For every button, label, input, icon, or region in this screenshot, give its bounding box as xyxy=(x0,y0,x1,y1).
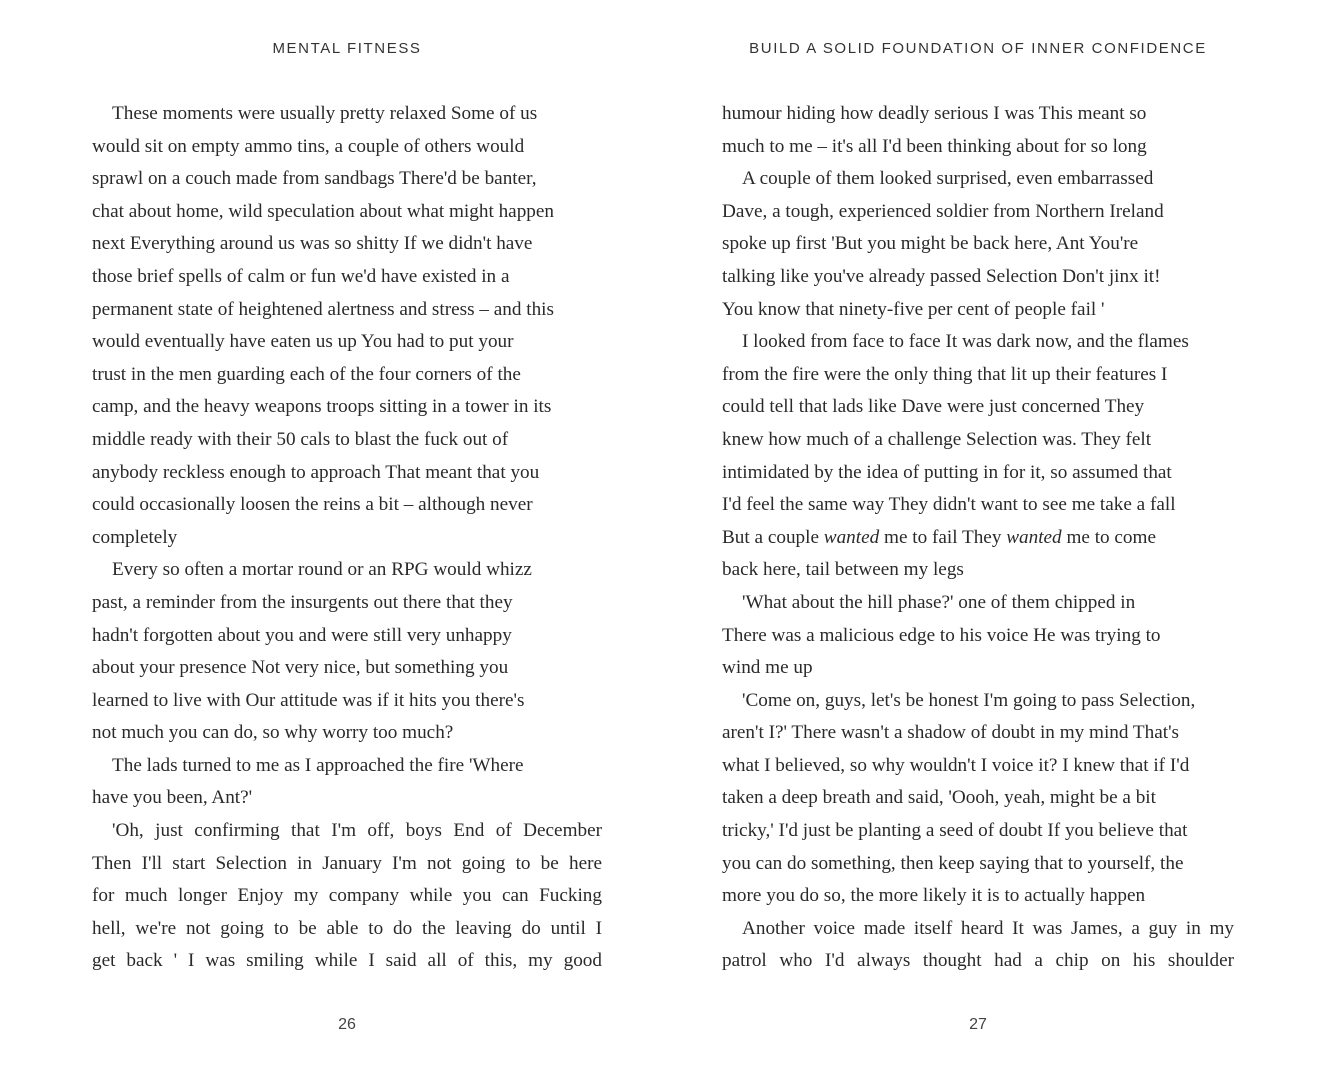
text-line: humour hiding how deadly serious I was This meant so xyxy=(722,103,1147,124)
text-line: you can do something, then keep saying that to yourself, the xyxy=(722,852,1184,874)
emphasis: wanted xyxy=(1006,526,1062,548)
text-line: 'Come on, guys, let's be honest I'm going to pass Selection, xyxy=(742,689,1196,711)
paragraph xyxy=(92,815,602,978)
text-line-segment: me to come xyxy=(1061,526,1156,548)
text-line: could occasionally loosen the reins a bit – although never xyxy=(92,494,533,516)
text-line: Every so often a mortar round or an RPG would whizz xyxy=(112,559,532,581)
text-line: A couple of them looked surprised, even embarrassed xyxy=(742,168,1154,190)
text-line: trust in the men guarding each of the four corners of the xyxy=(92,363,521,385)
text-line: more you do so, the more likely it is to actually happen xyxy=(722,885,1146,907)
text-line: anybody reckless enough to approach That meant that you xyxy=(92,461,540,483)
text-line: hadn't forgotten about you and were still very unhappy xyxy=(92,624,512,646)
text-line: past, a reminder from the insurgents out there that they xyxy=(92,591,513,613)
text-line: from the fire were the only thing that lit up their features I xyxy=(722,363,1168,385)
paragraph xyxy=(92,98,602,554)
text-line: I looked from face to face It was dark now, and the flames xyxy=(742,331,1189,353)
text-line: chat about home, wild speculation about what might happen xyxy=(92,200,554,222)
paragraph xyxy=(722,326,1234,587)
text-line: talking like you've already passed Selection Don't jinx it! xyxy=(722,265,1161,287)
left-page xyxy=(92,0,602,1080)
paragraph xyxy=(722,587,1234,685)
paragraph xyxy=(722,163,1234,326)
text-line: Then I'll start Selection in January I'm not going to be here xyxy=(92,852,602,874)
text-line-segment: me to fail They xyxy=(879,526,1007,548)
page-number: 27 xyxy=(969,1016,987,1033)
text-line: You know that ninety-five per cent of people fail ' xyxy=(722,298,1105,320)
text-line: have you been, Ant?' xyxy=(92,787,253,809)
text-line: what I believed, so why wouldn't I voice it? I knew that if I'd xyxy=(722,754,1190,776)
text-line: could tell that lads like Dave were just concerned They xyxy=(722,396,1145,418)
text-line: knew how much of a challenge Selection was. They felt xyxy=(722,428,1152,450)
text-line: The lads turned to me as I approached the fire 'Where xyxy=(112,754,524,776)
text-line: get back ' I was smiling while I said all of this, my good xyxy=(92,950,602,972)
text-line: permanent state of heightened alertness and stress – and this xyxy=(92,298,554,320)
text-line: completely xyxy=(92,526,178,548)
text-line: would sit on empty ammo tins, a couple of others would xyxy=(92,135,525,157)
running-head: MENTAL FITNESS xyxy=(272,40,422,57)
text-line: There was a malicious edge to his voice He was trying to xyxy=(722,624,1161,646)
text-line: patrol who I'd always thought had a chip on his shoulder xyxy=(722,950,1234,972)
running-head: BUILD A SOLID FOUNDATION OF INNER CONFIDENCE xyxy=(749,40,1207,57)
text-line: sprawl on a couch made from sandbags There'd be banter, xyxy=(92,168,537,190)
body-text xyxy=(722,98,1234,978)
text-line: 'Oh, just confirming that I'm off, boys End of December xyxy=(112,820,602,842)
text-line: next Everything around us was so shitty If we didn't have xyxy=(92,233,533,255)
paragraph xyxy=(722,98,1234,163)
text-line: wind me up xyxy=(722,657,813,679)
text-line: not much you can do, so why worry too much? xyxy=(92,722,454,744)
text-line: about your presence Not very nice, but something you xyxy=(92,657,509,679)
text-line: aren't I?' There wasn't a shadow of doubt in my mind That's xyxy=(722,722,1179,744)
text-line: spoke up first 'But you might be back here, Ant You're xyxy=(722,233,1139,255)
text-line: much to me – it's all I'd been thinking about for so long xyxy=(722,135,1147,157)
paragraph xyxy=(92,750,602,815)
text-line: Another voice made itself heard It was James, a guy in my xyxy=(742,917,1234,939)
text-line: would eventually have eaten us up You had to put your xyxy=(92,331,514,353)
page-number: 26 xyxy=(338,1016,356,1033)
text-line: back here, tail between my legs xyxy=(722,559,964,581)
text-line: tricky,' I'd just be planting a seed of doubt If you believe that xyxy=(722,820,1188,842)
text-line: 'What about the hill phase?' one of them chipped in xyxy=(742,591,1136,613)
text-line: learned to live with Our attitude was if it hits you there's xyxy=(92,689,525,711)
text-line: I'd feel the same way They didn't want to see me take a fall xyxy=(722,494,1176,516)
text-line: camp, and the heavy weapons troops sitting in a tower in its xyxy=(92,396,552,418)
text-line: These moments were usually pretty relaxed Some of us xyxy=(112,103,538,124)
text-line: taken a deep breath and said, 'Oooh, yeah, might be a bit xyxy=(722,787,1156,809)
text-line: middle ready with their 50 cals to blast the fuck out of xyxy=(92,428,509,450)
right-page xyxy=(722,0,1234,1080)
text-line: intimidated by the idea of putting in for it, so assumed that xyxy=(722,461,1172,483)
emphasis: wanted xyxy=(823,526,880,548)
paragraph xyxy=(722,913,1234,978)
text-line: Dave, a tough, experienced soldier from Northern Ireland xyxy=(722,200,1164,222)
paragraph xyxy=(92,554,602,750)
text-line-segment: But a couple xyxy=(722,526,824,548)
text-line: for much longer Enjoy my company while you can Fucking xyxy=(92,885,602,907)
body-text xyxy=(92,98,602,978)
text-line: hell, we're not going to be able to do the leaving do until I xyxy=(92,917,602,939)
paragraph xyxy=(722,685,1234,913)
text-line: those brief spells of calm or fun we'd have existed in a xyxy=(92,265,510,287)
